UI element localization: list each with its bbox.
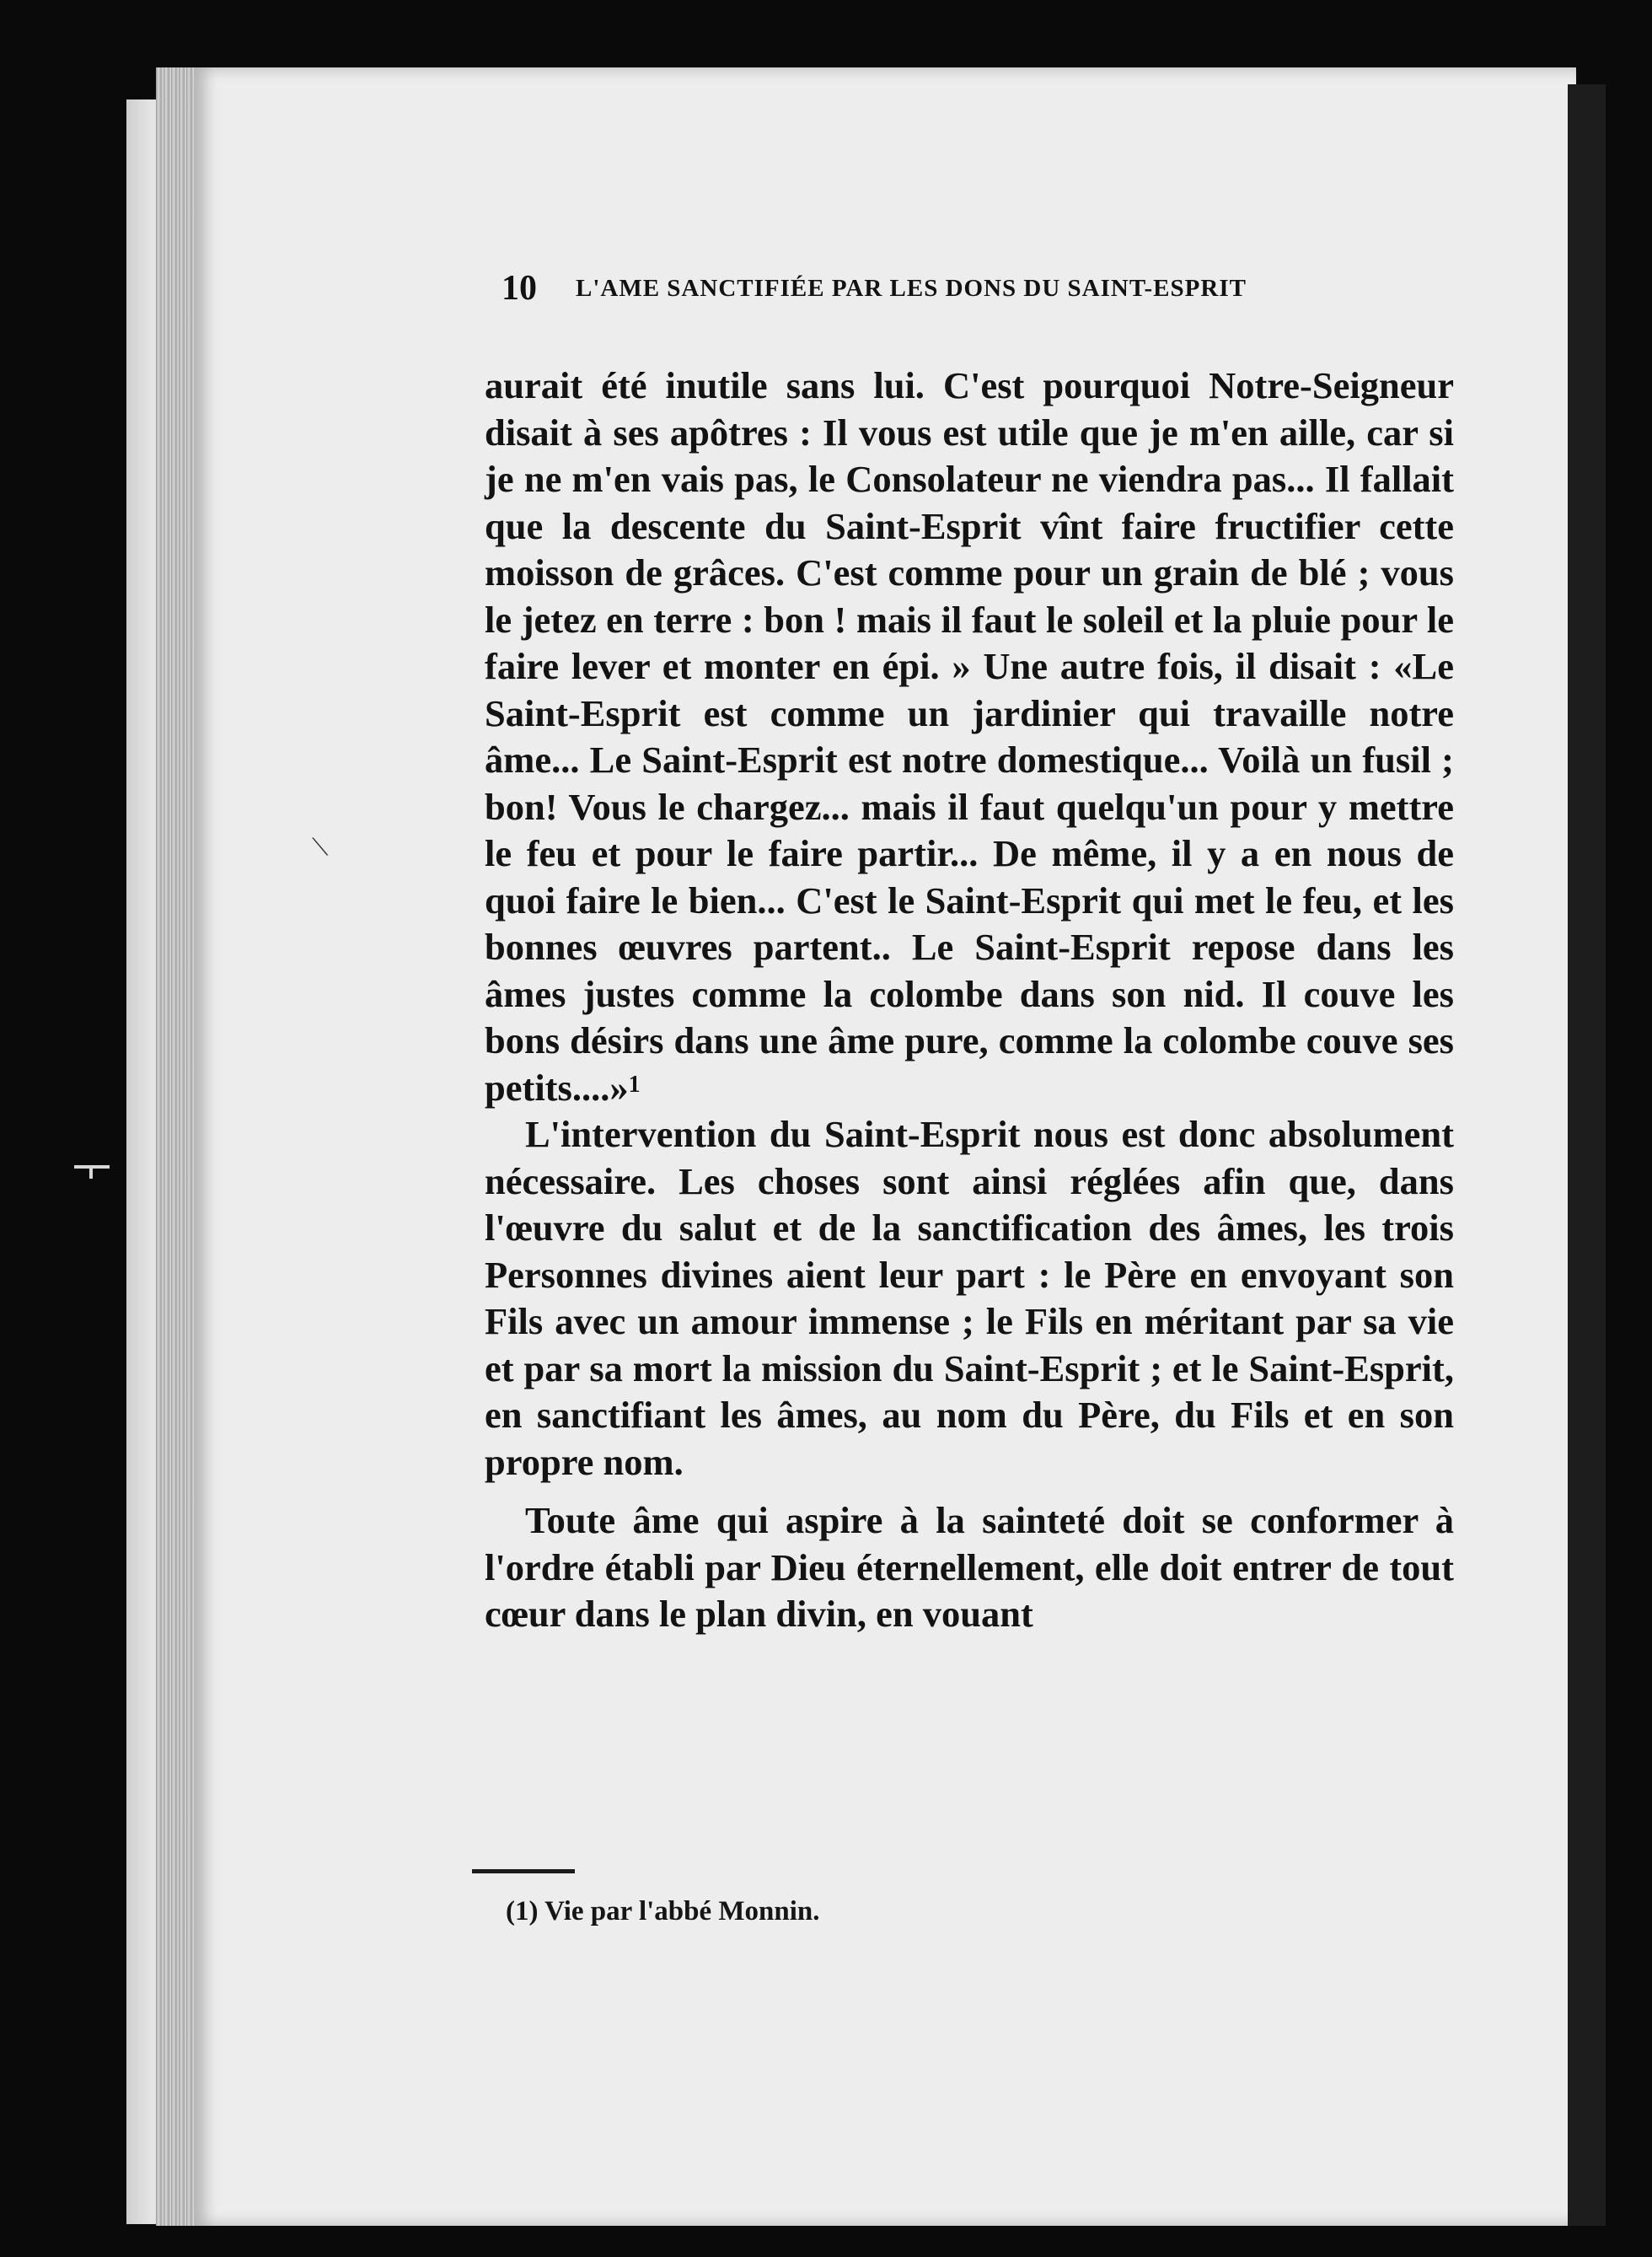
footnote: (1) Vie par l'abbé Monnin. — [506, 1896, 820, 1927]
running-title: L'AME SANCTIFIÉE PAR LES DONS DU SAINT-ESPRIT — [576, 275, 1247, 302]
paragraph — [485, 363, 1454, 1111]
stray-mark-2 — [74, 1165, 110, 1169]
footnote-rule — [472, 1869, 575, 1873]
paragraph: Toute âme qui aspire à la sainteté doit se conformer à l'ordre établi par Dieu éternellement, elle doit entrer de tout cœur dans le plan divin, en vouant — [485, 1499, 1454, 1635]
body-text — [485, 363, 1454, 1638]
page-number: 10 — [502, 269, 537, 308]
paragraph: L'intervention du Saint-Esprit nous est donc absolument nécessaire. Les choses sont ainsi réglées afin que, dans l'œuvre du salut et de la sanctification des âmes, les trois Personnes divines aient leur part : le Père en envoyant son Fils avec un amour immense ; le Fils en méritant par sa vie et par sa mort la mission du Saint-Esprit ; et le Saint-Esprit, en sanctifiant les âmes, au nom du Père, du Fils et en son propre nom. — [485, 1113, 1454, 1483]
stray-mark: ⟍ — [312, 835, 329, 861]
paragraph-text: aurait été inutile sans lui. C'est pourquoi Notre-Seigneur disait à ses apôtres : Il vous est utile que je m'en aille, car si je ne m'en vais pas, le Consolateur ne viendra pas... Il fallait que la descente du Saint-Esprit vînt faire fructifier cette moisson de grâces. C'est comme pour un grain de blé ; vous le jetez en terre : bon ! mais il faut le soleil et la pluie pour le faire lever et monter en épi. » Une autre fois, il disait : «Le Saint-Esprit est comme un jardinier qui travaille notre âme... Le Saint-Esprit est notre domestique... Voilà un fusil ; bon! Vous le chargez... mais il faut quelqu'un pour y mettre le feu et pour le faire partir... De même, il y a en nous de quoi faire le bien... C'est le Saint-Esprit qui met le feu, et les bonnes œuvres partent.. Le Saint-Esprit repose dans les âmes justes comme la colombe dans son nid. Il couve les bons désirs dans une âme pure, comme la colombe couve ses petits....» — [485, 364, 1454, 1109]
running-head — [502, 268, 1454, 310]
binding-shadow — [1568, 84, 1606, 2226]
footnote-reference: 1 — [628, 1071, 641, 1098]
